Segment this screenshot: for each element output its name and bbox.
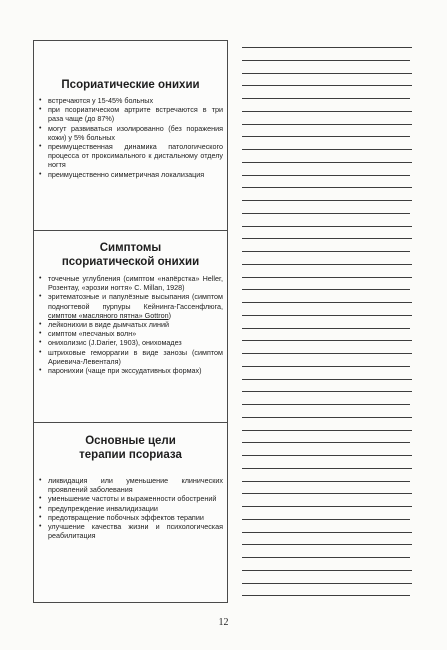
note-line: [242, 340, 412, 341]
list-item: • преимущественно симметричная локализация: [38, 170, 223, 179]
note-line: [242, 442, 410, 443]
note-line: [242, 519, 410, 520]
list-item: • предотвращение побочных эффектов терапии: [38, 513, 223, 522]
section-psoriatic-onychia: [34, 41, 227, 230]
list-item: • онихолизис (J.Darier, 1903), онихомадез: [38, 338, 223, 347]
note-line: [242, 493, 412, 494]
note-line: [242, 595, 410, 596]
note-line: [242, 149, 412, 150]
list-item: • предупреждение инвалидизации: [38, 504, 223, 513]
note-line: [242, 328, 410, 329]
note-line: [242, 213, 410, 214]
section-onychia-symptoms: [34, 230, 227, 422]
note-line: [242, 557, 410, 558]
list-item: • преимущественная динамика патологического процесса от проксимального к дистальному отделу ногтя: [38, 142, 223, 170]
note-line: [242, 251, 410, 252]
section-title: Симптомы псориатической онихии: [61, 242, 200, 268]
note-line: [242, 60, 410, 61]
list-item: • лейконихии в виде дымчатых линий: [38, 320, 223, 329]
note-line: [242, 353, 412, 354]
note-line: [242, 430, 412, 431]
note-line: [242, 455, 412, 456]
note-line: [242, 226, 412, 227]
note-line: [242, 315, 412, 316]
note-line: [242, 302, 412, 303]
list-item: • точечные углубления (симптом «напёрстка» Heller, Розентау, «эрозии ногтя» С. Millan, 1928): [38, 274, 223, 292]
note-line: [242, 404, 410, 405]
underlined-text: симптом «масляного пятна» Gottron: [48, 310, 169, 320]
slide-column: [33, 40, 228, 603]
list-item: • симптом «песчаных волн»: [38, 329, 223, 338]
list-item: • улучшение качества жизни и психологическая реабилитация: [38, 522, 223, 540]
note-line: [242, 200, 412, 201]
note-line: [242, 277, 412, 278]
note-line: [242, 162, 412, 163]
page-number: 12: [218, 617, 229, 628]
note-line: [242, 238, 412, 239]
note-line: [242, 468, 412, 469]
note-line: [242, 583, 412, 584]
note-line: [242, 98, 410, 99]
list-item: • могут развиваться изолированно (без поражения кожи) у 5% больных: [38, 124, 223, 142]
section-title: Основные цели терапии псориаза: [79, 435, 182, 461]
note-line: [242, 532, 412, 533]
list-item: • паронихии (чаще при экссудативных формах): [38, 366, 223, 375]
note-line: [242, 47, 412, 48]
note-line: [242, 264, 412, 265]
section-title: Псориатические онихии: [61, 79, 200, 91]
note-line: [242, 506, 412, 507]
note-line: [242, 417, 412, 418]
note-line: [242, 570, 412, 571]
note-line: [242, 85, 412, 86]
list-item: • встречаются у 15-45% больных: [38, 96, 223, 105]
bullet-list: [38, 96, 223, 179]
note-line: [242, 175, 410, 176]
note-line: [242, 136, 410, 137]
note-line: [242, 544, 412, 545]
list-item: • при псориатическом артрите встречаются в три раза чаще (до 87%): [38, 105, 223, 123]
notes-lines: [242, 47, 412, 607]
note-line: [242, 391, 412, 392]
note-line: [242, 366, 410, 367]
list-item: • уменьшение частоты и выраженности обострений: [38, 494, 223, 503]
bullet-list: [38, 476, 223, 540]
list-item: • эритематозные и папулёзные высыпания (симптом подногтевой пурпуры Кейнинга-Гассенфлюга, симптом «масляного пятна» Gottron): [38, 292, 223, 320]
note-line: [242, 124, 412, 125]
note-line: [242, 187, 412, 188]
section-therapy-goals: [34, 422, 227, 602]
note-line: [242, 73, 412, 74]
note-line: [242, 289, 410, 290]
note-line: [242, 379, 412, 380]
note-line: [242, 481, 410, 482]
list-item: • штриховые геморрагии в виде занозы (симптом Ариевича-Левенталя): [38, 348, 223, 366]
list-item: • ликвидация или уменьшение клинических проявлений заболевания: [38, 476, 223, 494]
bullet-list: [38, 274, 223, 375]
note-line: [242, 111, 412, 112]
